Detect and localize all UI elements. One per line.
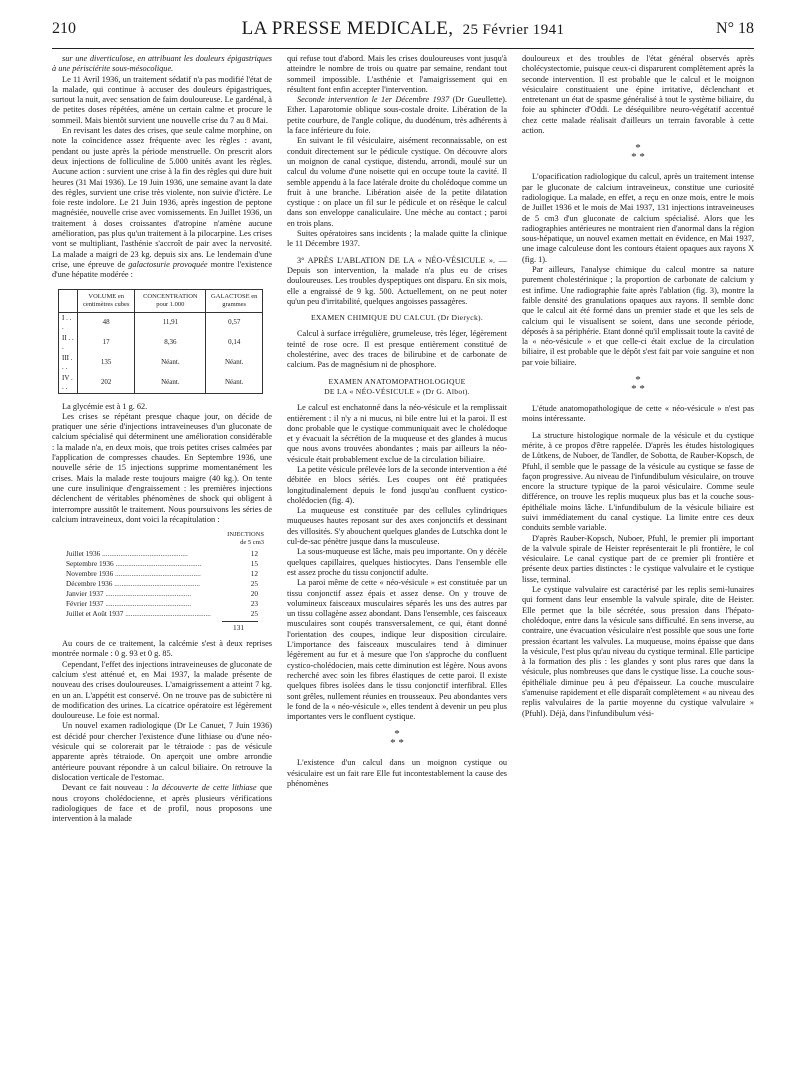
paragraph: qui refuse tout d'abord. Mais les crises douloureuses vont jusqu'à atteindre le nombre de trois ou quatre par semaine, rendant tout sommeil impossible. L'asthénie et l'amaigrissement qui en résultent font enfin accepter l'intervention.: [287, 54, 507, 94]
table-header: VOLUME en centimètres cubes: [78, 289, 135, 312]
paragraph: Le 11 Avril 1936, un traitement sédatif n'a pas modifié l'état de la malade, qui continue à accuser des douleurs épigastriques, surtout la nuit, avec sensation de faim douloureuse. Le gardénal, à de petites doses répétées, amène un certain calme et procure le sommeil. Mais bientôt survient une nouvelle crise du 7 au 8 Mai.: [52, 74, 272, 125]
paragraph: Suites opératoires sans incidents ; la malade quitte la clinique le 11 Décembre 1937.: [287, 229, 507, 249]
injection-month: Septembre 1936 .....: [66, 559, 232, 569]
paragraph: douloureux et des troubles de l'état général observés après cholécystectomie, puisque ceux-ci disparurent complètement après la seconde intervention. Il est probable que le calcul et le moignon vésiculaire constituaient une épine irritative, déclenchant et entretenant un état de spasme généralisé à tout le système biliaire, du foie au sphincter d'Oddi. Le déséquilibre neuro-végétatif accentué chez cette malade réalisait d'ailleurs un terrain favorable à cette action.: [522, 54, 754, 136]
paragraph: sur une diverticulose, en attribuant les douleurs épigastriques à une périsciérite sous-mésocolique.: [52, 54, 272, 74]
paragraph: La sous-muqueuse est lâche, mais peu importante. On y décèle quelques capillaires, quelques histiocytes. Dans l'ensemble elle est assez proche du tissu conjonctif adulte.: [287, 547, 507, 577]
table-header: [59, 289, 78, 312]
text-run: Depuis son intervention, la malade n'a plus eu de crises douloureuses. Les troubles dyspeptiques ont disparu. En six mois, elle a engraissé de 9 kg. 500. Actuellement, on ne peut noter qu'un peu d'irritabilité, quelques angoisses passagères.: [287, 265, 507, 306]
paragraph: Les crises se répétant presque chaque jour, on décide de pratiquer une série d'injections intraveineuses d'un gluconate de calcium spécialisé qui déterminent une amélioration considérable : la malade n'a, en deux mois, que trois petites crises calmées par l'application de compresses chaudes. En Septembre 1936, une nouvelle série de 15 injections supprime momentanément les crises. Mais la malade reste toujours maigre (40 kg.). On tente une cure insulinique d'engraissement : les premières injections déclenchent de véritables phénomènes de shock qui obligent à interrompre aussitôt le traitement. Nous poursuivons les séries de calcium intraveineux, dont voici la récapitulation :: [52, 411, 272, 524]
injection-month: Juillet 1936 .....: [66, 549, 232, 559]
section-heading: [287, 377, 507, 398]
issue-date: 25 Février 1941: [462, 22, 565, 38]
paragraph: Le calcul est enchatonné dans la néo-vésicule et la remplissait entièrement : il n'y a ni mucus, ni bile entre lui et la paroi. Il est donc probable que le cystique communiquait avec le cholédoque et y évacuait la sécrétion de la muqueuse et des glandes à mucus que nous avons trouvées abondantes ; mais par ailleurs la néo-vésicule était probablement exclue de la circulation biliaire.: [287, 403, 507, 464]
paragraph: Le cystique valvulaire est caractérisé par les replis semi-lunaires qui forment dans leur ensemble la valvule spirale, dite de Heister. Elle permet que la bile sécrétée, sous pression dans l'hépato-cholédoque, entre dans la vésicule sans difficulté. En sens inverse, au contraire, une évacuation vésiculaire n'est possible que sous une forte pression écartant les valvules. La muqueuse, moins épaisse que dans la vésicule, l'est plus qu'au niveau du cystique terminal. Elle participe à la formation des plis : les glandes y sont plus rares que dans la vésicule, plus nombreuses que dans le cystique lisse. La couche sous-épithéliale diminue peu à peu d'épaisseur. La couche musculaire s'amenuise rapidement et elle disparaît complètement « au niveau des replis valvulaires de la partie moyenne du cystique valvulaire » (Pfuhl). Déjà, dans l'infundibulum vési-: [522, 585, 754, 718]
table-header: CONCENTRATION pour 1.000: [135, 289, 206, 312]
injections-header: [52, 531, 264, 547]
injection-count: 12: [250, 569, 258, 579]
table-cell: Néant.: [206, 353, 263, 373]
table-cell: I . . .: [59, 312, 78, 333]
paragraph: La muqueuse est constituée par des cellules cylindriques muqueuses hautes reposant sur des axes conjonctifs et dessinant des villosités. S'y abouchent quelques glandes de Lutschka dont le cul-de-sac pénètre jusque dans la musculeuse.: [287, 506, 507, 547]
table-cell: 0,57: [206, 312, 263, 333]
table-row: [59, 312, 263, 333]
table-row: [59, 333, 263, 353]
heading-line: DE LA « NÉO-VÉSICULE » (Dr G. Albot).: [324, 386, 470, 396]
section-separator: * * *: [631, 142, 645, 164]
journal-masthead: [52, 18, 754, 40]
paragraph: Un nouvel examen radiologique (Dr Le Canuet, 7 Juin 1936) est décidé pour chercher l'existence d'une lithiase ou d'une néo-vésicule qui se colorerait par le tétraiode : pas de vésicule apparente après tétraiode. On aperçoit une ombre arrondie antérieure pouvant répondre à un calcul biliaire. On retrouve la dislocation verticale de l'estomac.: [52, 721, 272, 782]
table-cell: 8,36: [135, 333, 206, 353]
injection-month: Février 1937 .....: [66, 599, 232, 609]
list-item: [52, 589, 272, 599]
text-run: (Dr Gueullette). Ether. Laparotomie oblique sous-costale droite. Libération de la petite courbure, de l'angle colique, du duodénum, très adhérents à la face inférieure du foie.: [287, 95, 507, 136]
column-3: [522, 54, 754, 1074]
paragraph: La structure histologique normale de la vésicule et du cystique mérite, à ce propos d'être rappelée. D'après les études histologiques de Lütkens, de Nuboer, de Tandler, de Sobotta, de Rauber-Kopsch, de Pfuhl, il semble que le passage de la vésicule au cystique se fasse de façon progressive. Au niveau de l'infundibulum vésiculaire, on trouve encore la structure typique de la paroi vésiculaire. Comme seule différence, on trouve les replis muqueux plus bas et la couche sous-épithéliale moins lâche. L'infundibulum de la vésicule biliaire est suivi immédiatement du canal cystique. La limite entre ces deux conduits semble variable.: [522, 430, 754, 533]
section-heading-inline: 3° APRÈS L'ABLATION DE LA « NÉO-VÉSICULE ». —: [297, 255, 507, 265]
table-cell: 135: [78, 353, 135, 373]
paragraph: [52, 126, 272, 280]
injection-count: 25: [250, 579, 258, 589]
list-item: [52, 549, 272, 559]
paragraph: L'étude anatomopathologique de cette « néo-vésicule » n'est pas moins intéressante.: [522, 404, 754, 424]
table-cell: 0,14: [206, 333, 263, 353]
text-run: En revisant les dates des crises, que seule calme morphine, on note la coïncidence assez fréquente avec les règles : avant, pendant ou juste après la période menstruelle. On prescrit alors deux injections de folliculine de 5.000 unités avant les règles. Aucune action : survient une crise à la fin des règles qui dure huit heures (31 Mai 1936). Le 19 Juin 1936, une semaine avant la date des règles, survient une crise très violente, non suivie d'ictère. Le foie reste indolore. Le 21 Juin 1936, après ingestion de peptone magnésiée, nouvelle crise avec vomissements. En Juillet 1936, un traitement à doses croissantes d'atropine n'amène aucune amélioration, pas plus qu'un traitement à la pilocarpine. Les crises vont se multipliant, l'asthénie s'accroît de pair avec la nervosité. La malade a maigri de 23 kg. depuis six ans. Le lendemain d'une crise, une épreuve de: [52, 126, 272, 269]
injection-count: 15: [250, 559, 258, 569]
table-cell: Néant.: [206, 373, 263, 394]
injection-month: Juillet et Août 1937 .....: [66, 609, 232, 619]
text-run: Devant ce fait nouveau :: [62, 783, 149, 793]
galactosuria-table: [58, 289, 263, 394]
injection-count: 12: [250, 549, 258, 559]
table-cell: II . . .: [59, 333, 78, 353]
paragraph: La paroi même de cette « néo-vésicule » est constituée par un tissu conjonctif assez épais et assez dense. On y trouve de volumineux faisceaux musculaires séparés les uns des autres par un tissu collagène assez abondant. Dans l'ensemble, ces faisceaux musculaires sont coupés transversalement, ce qui, étant donné l'orientation des coupes, indique leur disposition circulaire. L'importance des faisceaux musculaires tend à diminuer légèrement au fur et à mesure que l'on s'approche du confluent cystico-cholédocien, mais cette diminution est légère. Nous avons recherché avec soin les fibres élastiques de cette paroi. Il existe quelques fibres isolées dans le tissu conjonctif interfibral. Elles sont grêles, nullement réunies en trousseaux. Peu abondantes vers le fond de la « néo-vésicule », elles tendent à devenir un peu plus importantes vers le confluent cystique.: [287, 578, 507, 722]
issue-number: N° 18: [716, 20, 754, 37]
paragraph: Cependant, l'effet des injections intraveineuses de gluconate de calcium s'est atténué et, en Mai 1937, la malade présente de nouveau des crises douloureuses. L'amaigrissement a atteint 7 kg. en un an. L'appétit est conservé. On ne trouve pas de subictère ni de modification des urines. La cicatrice opératoire est légèrement douloureuse. Le foie est normal.: [52, 659, 272, 721]
paragraph: Par ailleurs, l'analyse chimique du calcul montre sa nature purement cholestérinique ; la proportion de carbonate de calcium y est infime. Une radiographie faite après l'ablation (fig. 3), montre la faible densité des granulations opaques aux rayons. Il semble donc que le calcul ait été formé dans un premier stade et que les sels de calcium qui le visualisent se soient, dans une seconde période, déposés à sa périphérie. Etant donné qu'il emplissait toute la cavité de la « néo-vésicule » et que celle-ci était exclue de la circulation biliaire, il est probable que le dépôt s'est fait par voie sanguine et non par voie biliaire.: [522, 265, 754, 367]
paragraph: [287, 256, 507, 307]
paragraph: La glycémie est à 1 g. 62.: [62, 401, 148, 411]
injection-month: Novembre 1936 .....: [66, 569, 232, 579]
table-header-row: [59, 289, 263, 312]
injection-month: Décembre 1936 .....: [66, 579, 232, 589]
paragraph: L'opacification radiologique du calcul, après un traitement intense par le gluconate de calcium intraveineux, constitue une curiosité radiologique. La malade, en effet, a reçu en onze mois, entre le mois de Juillet 1936 et le mois de Mai 1937, 131 injections intraveineuses de 5 cm3 d'un gluconate de calcium spécialisé. Alors que les radiographies antérieures ne montraient rien d'anormal dans la région sous-hépatique, un nouvel examen mettait en évidence, en Mai 1937, une image calculeuse dont les contours étaient opaques aux rayons X (fig. 1).: [522, 172, 754, 264]
table-cell: Néant.: [135, 373, 206, 394]
table-row: [59, 373, 263, 394]
table-cell: 202: [78, 373, 135, 394]
heading-line: EXAMEN ANATOMOPATHOLOGIQUE: [328, 376, 466, 386]
section-separator: * * *: [390, 728, 404, 750]
paragraph: [52, 783, 272, 824]
section-heading: EXAMEN CHIMIQUE DU CALCUL (Dr Dieryck).: [310, 313, 484, 323]
paragraph: La petite vésicule prélevée lors de la seconde intervention a été débitée en blocs sériés. Les coupes ont été pratiquées longitudinalement depuis le fond jusqu'au confluent cystico-cholédocien (fig. 4).: [287, 464, 507, 505]
text-run-italic: Seconde intervention le 1er Décembre 1937: [297, 95, 450, 105]
table-cell: Néant.: [135, 353, 206, 373]
injections-list: [52, 549, 272, 619]
text-run: montre l'existence d'une hépatite modérée :: [52, 259, 272, 280]
table-cell: 11,91: [135, 312, 206, 333]
paragraph: En suivant le fil vésiculaire, aisément reconnaissable, on est conduit directement sur le pédicule cystique. On découvre alors un moignon de canal cystique, distendu, arrondi, moulé sur un calcul du volume d'une noisette qui en occupe toute la cavité. Il semble appendu à la face latérale droite du cholédoque comme un fruit à une branche. Libération aisée de la petite dilatation cystique : on place un fil sur le pédicule et on résèque le calcul dans son enveloppe canaliculaire. Une mèche au contact ; paroi en trois plans.: [287, 136, 507, 228]
table-cell: 48: [78, 312, 135, 333]
table-row: [59, 353, 263, 373]
list-item: [52, 599, 272, 609]
paragraph: [287, 95, 507, 136]
paragraph: L'existence d'un calcul dans un moignon cystique ou vésiculaire est un fait rare Elle fut incontestablement la cause des phénomènes: [287, 758, 507, 788]
paragraph: Au cours de ce traitement, la calcémie s'est à deux reprises montrée normale : 0 g. 93 et 0 g. 85.: [52, 639, 272, 659]
injections-header-line: de 5 cm3: [240, 539, 264, 547]
paragraph: D'après Rauber-Kopsch, Nuboer, Pfuhl, le premier pli important de la valvule spirale de Heister représenterait le pli frontière, le col vésiculaire. Le canal cystique part de ce premier pli frontière et présente deux parties distinctes : le cystique valvulaire et le cystique lisse, terminal.: [522, 533, 754, 584]
injection-count: 20: [250, 589, 258, 599]
page-number: 210: [52, 20, 76, 37]
table-cell: III . . .: [59, 353, 78, 373]
column-1: [52, 54, 272, 1074]
list-item: [52, 569, 272, 579]
column-2: [287, 54, 507, 1074]
table-header: GALACTOSE en grammes: [206, 289, 263, 312]
text-run: que nous croyons cholédocienne, et après plusieurs vérifications radiologiques de face et de profil, nous proposons une intervention à la malade: [52, 783, 272, 824]
page-header: [52, 18, 754, 49]
list-item: [52, 579, 272, 589]
injections-header-line: INJECTIONS: [227, 531, 264, 539]
injection-count: 25: [250, 609, 258, 619]
injections-total: 131: [222, 621, 258, 633]
text-run-italic: la découverte de cette lithiase: [152, 783, 257, 793]
journal-name: LA PRESSE MEDICALE,: [241, 18, 454, 39]
paragraph: Calcul à surface irrégulière, grumeleuse, très léger, légèrement teinté de rose ocre. Il est presque entièrement constitué de cholestérine, avec des traces de bilirubine et de carbonate de calcium. Pas de magnésium ni de phosphore.: [287, 329, 507, 370]
injection-count: 23: [250, 599, 258, 609]
list-item: [52, 609, 272, 619]
table-cell: 17: [78, 333, 135, 353]
table-cell: IV . . .: [59, 373, 78, 394]
list-item: [52, 559, 272, 569]
injection-month: Janvier 1937 .....: [66, 589, 232, 599]
section-separator: * * *: [631, 374, 645, 396]
text-run-italic: galactosurie provoquée: [128, 259, 208, 269]
